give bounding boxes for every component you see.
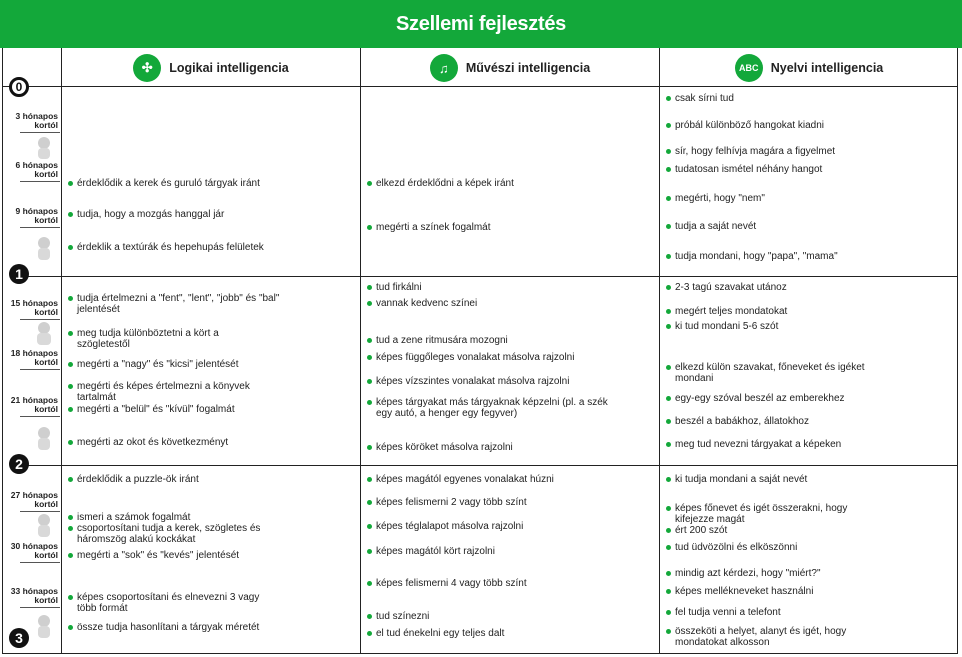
milestone-item: megérti az okot és következményt	[68, 438, 362, 449]
milestone-item: tud színezni	[367, 612, 661, 623]
milestone-item: tud firkálni	[367, 283, 661, 294]
bullet-dot	[666, 571, 671, 576]
bullet-dot	[666, 123, 671, 128]
age-label: 15 hónapos kortól	[10, 298, 58, 317]
bullet-dot	[68, 553, 73, 558]
milestone-item: próbál különböző hangokat kiadni	[666, 121, 960, 132]
milestone-item: képes mellékneveket használni	[666, 587, 960, 598]
column-label: Nyelvi intelligencia	[770, 61, 884, 75]
age-rule	[20, 181, 60, 182]
milestone-item: érdeklődik a kerek és guruló tárgyak iránt	[68, 179, 362, 190]
bullet-dot	[666, 96, 671, 101]
bullet-dot	[367, 445, 372, 450]
age-label: 9 hónapos kortól	[15, 206, 58, 225]
milestone-item: képes vízszintes vonalakat másolva rajzolni	[367, 377, 661, 388]
age-label: 3 hónapos kortól	[15, 111, 58, 130]
bullet-dot	[666, 167, 671, 172]
milestone-item: beszél a babákhoz, állatokhoz	[666, 417, 960, 428]
bullet-dot	[666, 589, 671, 594]
milestone-item: képes magától egyenes vonalakat húzni	[367, 475, 661, 486]
bullet-dot	[666, 396, 671, 401]
bullet-dot	[666, 610, 671, 615]
milestone-item: képes tárgyakat más tárgyaknak képzelni (pl. a szék egy autó, a henger egy fegyver)	[367, 398, 616, 419]
bullet-dot	[666, 324, 671, 329]
milestone-item: elkezd érdeklődni a képek iránt	[367, 179, 661, 190]
bullet-dot	[666, 365, 671, 370]
milestone-item: 2-3 tagú szavakat utánoz	[666, 283, 960, 294]
milestone-item: megérti a "sok" és "kevés" jelentését	[68, 551, 362, 562]
age-rule	[20, 562, 60, 563]
milestone-item: ki tudja mondani a saját nevét	[666, 475, 960, 486]
baby-icon	[35, 236, 53, 262]
bullet-dot	[666, 528, 671, 533]
chart-frame	[2, 48, 958, 654]
bullet-dot	[367, 477, 372, 482]
milestone-item: tudja értelmezni a "fent", "lent", "jobb" és "bal" jelentését	[68, 294, 287, 315]
bullet-dot	[367, 400, 372, 405]
milestone-item: csak sírni tud	[666, 94, 960, 105]
bullet-dot	[68, 595, 73, 600]
bullet-dot	[367, 500, 372, 505]
milestone-item: képes függőleges vonalakat másolva rajzolni	[367, 353, 576, 364]
milestone-item: képes magától kört rajzolni	[367, 547, 661, 558]
milestone-item: képes főnevet és igét összerakni, hogy kifejezze magát	[666, 504, 875, 525]
age-rule	[20, 369, 60, 370]
milestone-item: meg tudja különböztetni a kört a szögletestől	[68, 329, 257, 350]
milestone-item: megérti a "nagy" és "kicsi" jelentését	[68, 360, 362, 371]
milestone-item: megérti, hogy "nem"	[666, 194, 960, 205]
column-label: Művészi intelligencia	[465, 61, 591, 75]
age-rule	[20, 227, 60, 228]
age-rule	[20, 319, 60, 320]
bullet-dot	[367, 338, 372, 343]
milestone-item: fel tudja venni a telefont	[666, 608, 960, 619]
milestone-item: érdeklik a textúrák és hepehupás felületek	[68, 243, 362, 254]
year-divider	[20, 276, 958, 277]
bullet-dot	[666, 629, 671, 634]
milestone-item: képes felismerni 2 vagy több színt	[367, 498, 661, 509]
milestone-item: meg tud nevezni tárgyakat a képeken	[666, 440, 960, 451]
bullet-dot	[367, 379, 372, 384]
bullet-dot	[68, 245, 73, 250]
bullet-dot	[68, 477, 73, 482]
bullet-dot	[666, 442, 671, 447]
bullet-dot	[367, 581, 372, 586]
age-label: 6 hónapos kortól	[15, 160, 58, 179]
milestone-item: elkezd külön szavakat, főneveket és igéket mondani	[666, 363, 905, 384]
milestone-item: tud a zene ritmusára mozogni	[367, 336, 661, 347]
milestone-item: megért teljes mondatokat	[666, 307, 960, 318]
milestone-item: megérti a "belül" és "kívül" fogalmát	[68, 405, 362, 416]
milestone-item: ért 200 szót	[666, 526, 960, 537]
year-marker-0: 0	[9, 77, 29, 97]
milestone-item: megérti és képes értelmezni a könyvek tartalmát	[68, 382, 277, 403]
bullet-dot	[367, 355, 372, 360]
bullet-dot	[367, 301, 372, 306]
bullet-dot	[367, 225, 372, 230]
bullet-dot	[666, 419, 671, 424]
baby-icon	[35, 136, 53, 162]
baby-icon	[35, 614, 53, 640]
milestone-item: képes téglalapot másolva rajzolni	[367, 522, 661, 533]
year-marker-3: 3	[9, 628, 29, 648]
milestone-item: ismeri a számok fogalmát	[68, 513, 362, 524]
column-divider	[61, 48, 62, 654]
milestone-item: tudja mondani, hogy "papa", "mama"	[666, 252, 960, 263]
bullet-dot	[666, 224, 671, 229]
milestone-item: egy-egy szóval beszél az emberekhez	[666, 394, 960, 405]
puzzle-icon: ✣	[133, 54, 161, 82]
milestone-item: ki tud mondani 5-6 szót	[666, 322, 960, 333]
milestone-item: össze tudja hasonlítani a tárgyak méretét	[68, 623, 362, 634]
bullet-dot	[68, 296, 73, 301]
milestone-item: tudja, hogy a mozgás hanggal jár	[68, 210, 362, 221]
brush-music-icon: ♫	[430, 54, 458, 82]
age-rule	[20, 416, 60, 417]
baby-icon	[35, 513, 53, 539]
milestone-item: tudatosan ismétel néhány hangot	[666, 165, 960, 176]
bullet-dot	[367, 549, 372, 554]
bullet-dot	[68, 526, 73, 531]
bullet-dot	[367, 181, 372, 186]
bullet-dot	[666, 477, 671, 482]
milestone-item: érdeklődik a puzzle-ök iránt	[68, 475, 362, 486]
bullet-dot	[666, 545, 671, 550]
milestone-item: vannak kedvenc színei	[367, 299, 661, 310]
column-divider	[360, 48, 361, 654]
column-header-art	[361, 50, 659, 86]
bullet-dot	[666, 506, 671, 511]
milestone-item: összeköti a helyet, alanyt és igét, hogy mondatokat alkosson	[666, 627, 875, 648]
column-header-language	[660, 50, 958, 86]
bullet-dot	[68, 212, 73, 217]
milestone-item: képes csoportosítani és elnevezni 3 vagy több formát	[68, 593, 267, 614]
year-marker-1: 1	[9, 264, 29, 284]
bullet-dot	[68, 515, 73, 520]
age-label: 30 hónapos kortól	[10, 541, 58, 560]
abc-icon: ABC	[735, 54, 763, 82]
bullet-dot	[68, 407, 73, 412]
milestone-item: mindig azt kérdezi, hogy "miért?"	[666, 569, 960, 580]
bullet-dot	[367, 614, 372, 619]
bullet-dot	[367, 524, 372, 529]
bullet-dot	[666, 254, 671, 259]
milestone-item: megérti a színek fogalmát	[367, 223, 661, 234]
baby-icon	[35, 321, 53, 347]
column-label: Logikai intelligencia	[169, 61, 289, 75]
age-rule	[20, 132, 60, 133]
bullet-dot	[68, 362, 73, 367]
bullet-dot	[68, 331, 73, 336]
milestone-item: képes köröket másolva rajzolni	[367, 443, 661, 454]
milestone-item: képes felismerni 4 vagy több színt	[367, 579, 661, 590]
bullet-dot	[666, 149, 671, 154]
milestone-item: tud üdvözölni és elköszönni	[666, 543, 960, 554]
age-rule	[20, 607, 60, 608]
page-title: Szellemi fejlesztés	[0, 0, 962, 48]
milestone-item: sír, hogy felhívja magára a figyelmet	[666, 147, 960, 158]
bullet-dot	[68, 625, 73, 630]
age-label: 18 hónapos kortól	[10, 348, 58, 367]
milestone-item: el tud énekelni egy teljes dalt	[367, 629, 661, 640]
baby-icon	[35, 426, 53, 452]
bullet-dot	[666, 309, 671, 314]
bullet-dot	[367, 631, 372, 636]
milestone-item: csoportosítani tudja a kerek, szögletes és háromszög alakú kockákat	[68, 524, 287, 545]
bullet-dot	[666, 196, 671, 201]
bullet-dot	[68, 181, 73, 186]
column-header-logic	[62, 50, 360, 86]
year-divider	[20, 465, 958, 466]
column-divider	[659, 48, 660, 654]
bullet-dot	[367, 285, 372, 290]
bullet-dot	[68, 440, 73, 445]
age-label: 27 hónapos kortól	[10, 490, 58, 509]
age-rule	[20, 511, 60, 512]
header-divider	[2, 86, 958, 87]
age-label: 33 hónapos kortól	[10, 586, 58, 605]
age-label: 21 hónapos kortól	[10, 395, 58, 414]
bullet-dot	[68, 384, 73, 389]
bullet-dot	[666, 285, 671, 290]
milestone-item: tudja a saját nevét	[666, 222, 960, 233]
year-marker-2: 2	[9, 454, 29, 474]
